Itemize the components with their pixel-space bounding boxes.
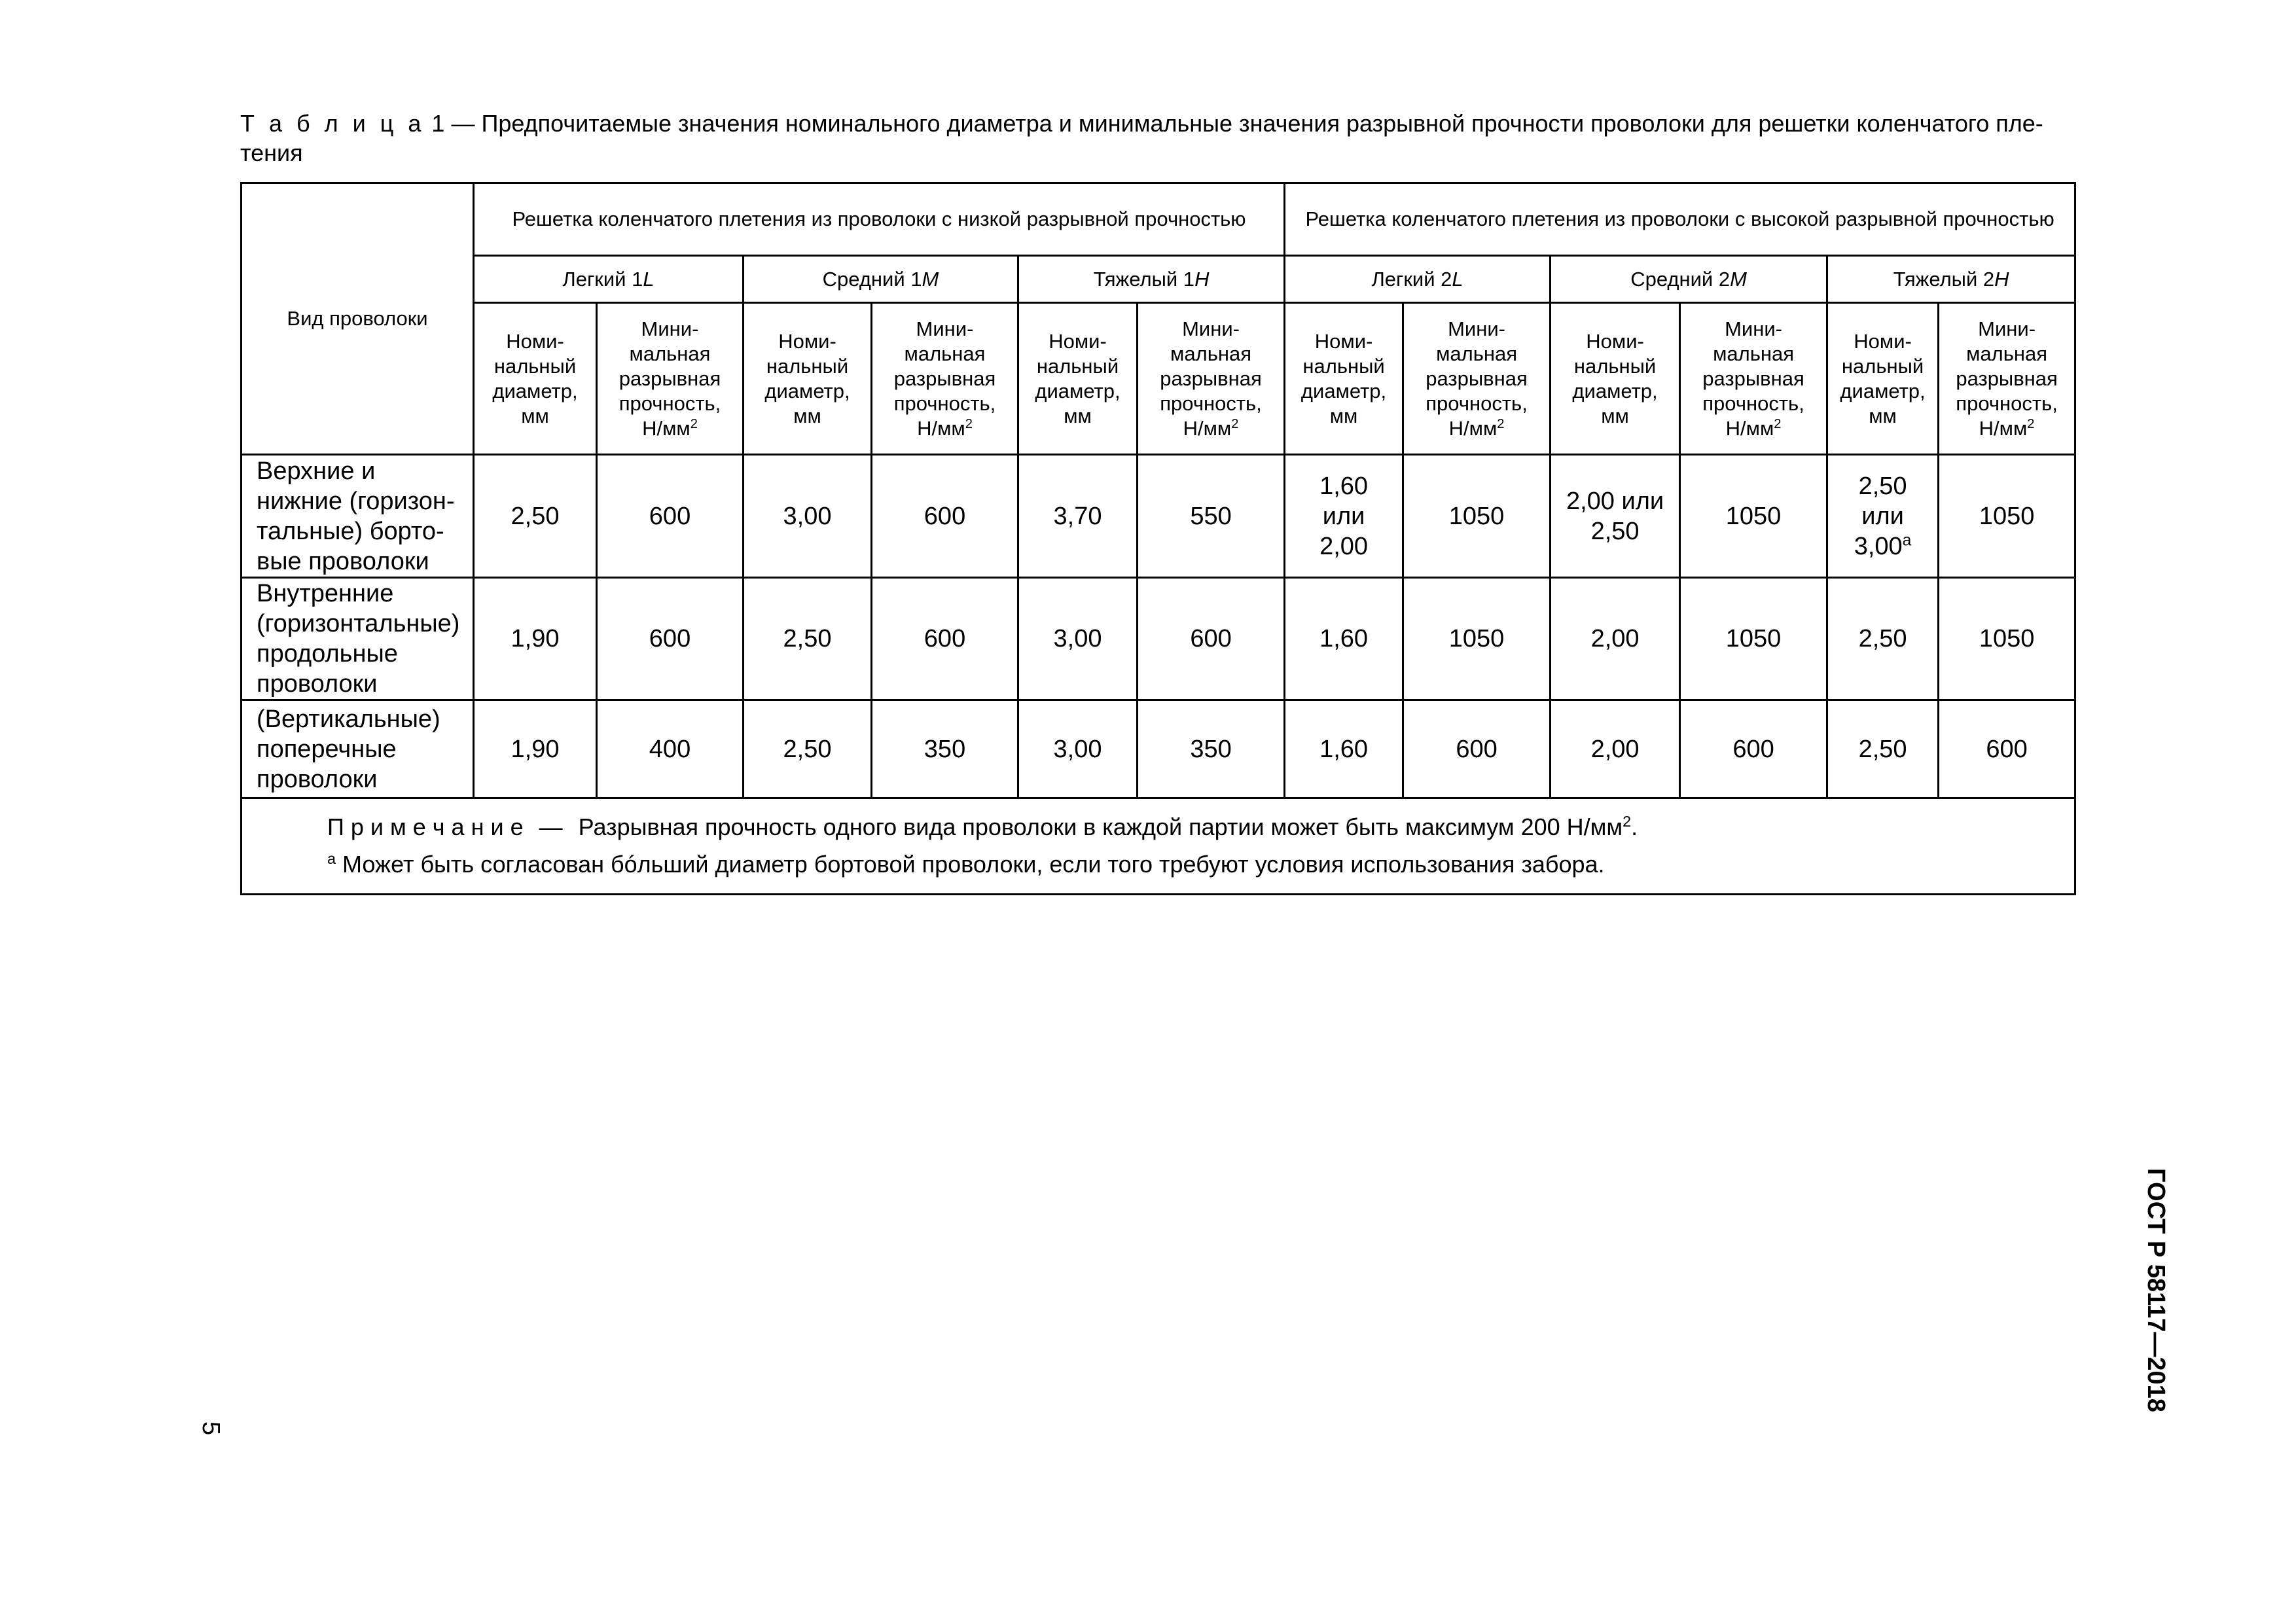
header-line: разрывная	[1426, 366, 1528, 390]
header-line: диаметр,	[1035, 379, 1121, 402]
footnote-reference: a	[1902, 531, 1912, 549]
footnote-text: Может быть согласован бóльший диаметр бортовой проволоки, если того требуют условия использования забора.	[342, 851, 1605, 878]
grade-name: Тяжелый 2	[1893, 267, 1995, 291]
header-line: разрывная	[619, 366, 721, 390]
wire-strength-table	[240, 182, 2076, 895]
cell-value: 600	[649, 625, 691, 652]
header-line: мм	[1329, 404, 1358, 427]
row-label-line: (горизонтальные)	[257, 610, 460, 637]
row-label-line: поперечные	[257, 735, 397, 763]
grade-name: Средний 1	[822, 267, 922, 291]
cell-nominal-diameter	[1827, 700, 1939, 798]
table-caption	[240, 109, 2070, 168]
header-line: Мини-	[1978, 317, 2036, 340]
header-line: прочность,	[1426, 391, 1528, 415]
cell-nominal-diameter	[474, 578, 597, 700]
cell-nominal-diameter	[474, 700, 597, 798]
cell-value: 400	[649, 735, 691, 763]
cell-min-strength	[597, 455, 744, 578]
page-number: 5	[197, 1421, 224, 1436]
cell-min-strength	[1138, 455, 1285, 578]
grade-code: H	[1194, 267, 1210, 291]
notes-cell	[242, 798, 2075, 895]
cell-min-strength	[872, 578, 1018, 700]
header-line: нальный	[1302, 354, 1385, 378]
header-line: мм	[521, 404, 549, 427]
header-line: нальный	[1573, 354, 1657, 378]
cell-value: 550	[1190, 502, 1232, 530]
header-line: Мини-	[1725, 317, 1782, 340]
header-line: Номи-	[778, 329, 836, 353]
table-notes	[242, 798, 2075, 895]
header-line: мальная	[904, 342, 986, 365]
cell-min-strength	[872, 455, 1018, 578]
row-label-line: вые проволоки	[257, 547, 429, 575]
row-label-line: (Вертикальные)	[257, 705, 440, 733]
note-end: .	[1631, 813, 1638, 840]
cell-value: 1050	[1448, 625, 1505, 652]
cell-min-strength	[1403, 455, 1551, 578]
grade-code: M	[922, 267, 939, 291]
header-line: диаметр,	[1572, 379, 1658, 402]
row-label-line: проволоки	[257, 765, 378, 793]
table-data	[242, 455, 2075, 798]
grade-code: M	[1730, 267, 1747, 291]
cell-value: 2,50	[1858, 625, 1907, 652]
column-header-min-strength	[1138, 303, 1285, 455]
table-row	[242, 578, 2075, 700]
table-row	[242, 455, 2075, 578]
header-line: прочность,	[619, 391, 721, 415]
cell-value: 2,50	[1590, 517, 1640, 545]
table-body	[242, 183, 2075, 455]
unit-exponent: 2	[690, 416, 698, 431]
header-line: диаметр,	[764, 379, 850, 402]
unit-exponent: 2	[1231, 416, 1239, 431]
note-unit-exponent: 2	[1623, 813, 1632, 830]
cell-value: 600	[924, 502, 966, 530]
cell-value: 1050	[1979, 502, 2035, 530]
cell-value: 1,60	[1319, 735, 1369, 763]
header-line: Номи-	[1854, 329, 1912, 353]
header-line: нальный	[493, 354, 577, 378]
header-line: Мини-	[1182, 317, 1240, 340]
cell-value: 1,90	[511, 625, 560, 652]
header-line: прочность,	[1702, 391, 1804, 415]
cell-value: 2,50	[1858, 735, 1907, 763]
cell-value: 3,00	[1854, 532, 1903, 560]
header-line: Н/мм	[1979, 416, 2028, 440]
header-line: мальная	[1713, 342, 1795, 365]
cell-value: 3,70	[1053, 502, 1102, 530]
footnote-mark: а	[327, 850, 336, 868]
column-header-min-strength	[1939, 303, 2075, 455]
cell-min-strength	[1939, 578, 2075, 700]
column-group-high-strength: Решетка коленчатого плетения из проволоки с высокой разрывной прочностью	[1285, 183, 2075, 256]
row-label-wire-type	[242, 700, 474, 798]
cell-nominal-diameter	[1827, 455, 1939, 578]
cell-nominal-diameter	[1551, 455, 1680, 578]
cell-value: 600	[1986, 735, 2028, 763]
cell-value: 2,00	[1590, 735, 1640, 763]
header-line: мальная	[1170, 342, 1251, 365]
cell-value: 2,50	[1858, 472, 1907, 500]
grade-name: Тяжелый 1	[1093, 267, 1195, 291]
cell-value: 1,90	[511, 735, 560, 763]
header-line: Н/мм	[1183, 416, 1232, 440]
unit-exponent: 2	[1497, 416, 1505, 431]
caption-number: 1 —	[431, 110, 475, 137]
cell-value: 350	[924, 735, 966, 763]
cell-min-strength	[597, 578, 744, 700]
cell-nominal-diameter	[1018, 578, 1138, 700]
header-line: мм	[1869, 404, 1897, 427]
header-line: мм	[793, 404, 821, 427]
header-line: диаметр,	[1300, 379, 1387, 402]
cell-value: 350	[1190, 735, 1232, 763]
cell-min-strength	[1680, 578, 1827, 700]
header-line: мм	[1601, 404, 1629, 427]
grade-code: H	[1994, 267, 2009, 291]
cell-value: 2,50	[783, 625, 832, 652]
column-header-nominal-diameter	[474, 303, 597, 455]
unit-exponent: 2	[965, 416, 973, 431]
header-line: диаметр,	[1840, 379, 1926, 402]
unit-exponent: 2	[2027, 416, 2035, 431]
cell-min-strength	[1680, 455, 1827, 578]
note-line	[327, 808, 2074, 846]
header-line: мм	[1064, 404, 1092, 427]
cell-value: 2,00	[1319, 532, 1369, 560]
header-line: разрывная	[1956, 366, 2058, 390]
cell-min-strength	[597, 700, 744, 798]
caption-text: Предпочитаемые значения номинального диаметра и минимальные значения разрывной прочности проволоки для решетки коленчатого пле-	[481, 110, 2043, 137]
cell-value: 1,60	[1319, 472, 1369, 500]
cell-nominal-diameter	[474, 455, 597, 578]
cell-nominal-diameter	[1551, 578, 1680, 700]
header-line: Номи-	[1314, 329, 1373, 353]
cell-value: 2,00	[1590, 625, 1640, 652]
cell-nominal-diameter	[1285, 700, 1403, 798]
cell-nominal-diameter	[744, 578, 872, 700]
header-row-grades	[242, 256, 2075, 303]
note-text: Разрывная прочность одного вида проволоки в каждой партии может быть максимум 200 Н/мм	[578, 813, 1623, 840]
row-label-wire-type	[242, 578, 474, 700]
row-label-line: тальные) борто-	[257, 517, 444, 545]
row-label-line: проволоки	[257, 670, 378, 698]
grade-header	[1285, 256, 1551, 303]
row-label-line: продольные	[257, 640, 398, 668]
cell-min-strength	[1403, 700, 1551, 798]
header-line: разрывная	[893, 366, 996, 390]
grade-header	[744, 256, 1018, 303]
row-label-line: нижние (горизон-	[257, 487, 455, 515]
header-line: Н/мм	[917, 416, 965, 440]
cell-value: 600	[1732, 735, 1774, 763]
cell-nominal-diameter	[1827, 578, 1939, 700]
grade-name: Легкий 2	[1371, 267, 1452, 291]
cell-value: 2,50	[783, 735, 832, 763]
cell-min-strength	[1680, 700, 1827, 798]
footnote-line	[327, 846, 2074, 883]
header-line: Н/мм	[1725, 416, 1774, 440]
note-label: П р и м е ч а н и е	[327, 813, 524, 840]
cell-min-strength	[1138, 578, 1285, 700]
header-row-units	[242, 303, 2075, 455]
grade-header	[1827, 256, 2075, 303]
cell-value: 600	[924, 625, 966, 652]
cell-value: 3,00	[1053, 625, 1102, 652]
cell-nominal-diameter	[744, 455, 872, 578]
unit-exponent: 2	[1774, 416, 1782, 431]
cell-nominal-diameter	[1285, 578, 1403, 700]
column-header-nominal-diameter	[1551, 303, 1680, 455]
cell-value: 1,60	[1319, 625, 1369, 652]
column-header-min-strength	[872, 303, 1018, 455]
cell-value: 600	[1190, 625, 1232, 652]
header-line: прочность,	[1160, 391, 1262, 415]
grade-code: L	[643, 267, 655, 291]
cell-nominal-diameter	[1018, 700, 1138, 798]
cell-value: 600	[1456, 735, 1498, 763]
column-header-wire-type: Вид проволоки	[242, 183, 474, 455]
header-line: разрывная	[1702, 366, 1804, 390]
header-line: Номи-	[1586, 329, 1644, 353]
column-header-min-strength	[1403, 303, 1551, 455]
cell-value: 600	[649, 502, 691, 530]
header-line: Номи-	[506, 329, 564, 353]
grade-code: L	[1452, 267, 1463, 291]
header-line: прочность,	[1956, 391, 2058, 415]
header-line: Н/мм	[642, 416, 691, 440]
column-header-min-strength	[597, 303, 744, 455]
column-header-nominal-diameter	[1827, 303, 1939, 455]
header-line: Номи-	[1049, 329, 1107, 353]
caption-text-continued: тения	[240, 139, 303, 166]
header-line: Н/мм	[1448, 416, 1498, 440]
header-line: мальная	[1966, 342, 2048, 365]
header-line: разрывная	[1160, 366, 1262, 390]
grade-name: Легкий 1	[562, 267, 643, 291]
cell-value: 2,50	[511, 502, 560, 530]
cell-min-strength	[872, 700, 1018, 798]
notes-row	[242, 798, 2075, 895]
grade-header	[474, 256, 744, 303]
cell-value: 1050	[1979, 625, 2035, 652]
header-row-groups	[242, 183, 2075, 256]
cell-nominal-diameter	[744, 700, 872, 798]
cell-value: 1050	[1448, 502, 1505, 530]
header-line: Мини-	[916, 317, 974, 340]
column-header-nominal-diameter	[1285, 303, 1403, 455]
cell-nominal-diameter	[1285, 455, 1403, 578]
cell-value: 3,00	[783, 502, 832, 530]
column-header-min-strength	[1680, 303, 1827, 455]
header-line: Мини-	[1448, 317, 1505, 340]
cell-value: 3,00	[1053, 735, 1102, 763]
header-line: диаметр,	[492, 379, 578, 402]
header-line: нальный	[1841, 354, 1924, 378]
grade-header	[1018, 256, 1285, 303]
header-line: нальный	[766, 354, 849, 378]
cell-value: 1050	[1725, 502, 1782, 530]
header-line: мальная	[629, 342, 711, 365]
cell-nominal-diameter	[1018, 455, 1138, 578]
column-group-low-strength: Решетка коленчатого плетения из проволоки с низкой разрывной прочностью	[474, 183, 1285, 256]
cell-min-strength	[1403, 578, 1551, 700]
row-label-wire-type	[242, 455, 474, 578]
document-reference: ГОСТ Р 58117—2018	[2142, 1168, 2170, 1412]
header-line: прочность,	[893, 391, 996, 415]
grade-name: Средний 2	[1630, 267, 1731, 291]
column-header-nominal-diameter	[1018, 303, 1138, 455]
header-line: мальная	[1436, 342, 1518, 365]
cell-value: 2,00 или	[1566, 487, 1664, 515]
cell-value: или	[1861, 502, 1904, 530]
cell-min-strength	[1939, 455, 2075, 578]
cell-min-strength	[1138, 700, 1285, 798]
row-label-line: Верхние и	[257, 457, 376, 485]
note-dash: —	[539, 813, 563, 840]
grade-header	[1551, 256, 1827, 303]
table-row	[242, 700, 2075, 798]
header-line: Мини-	[641, 317, 699, 340]
cell-value: или	[1322, 502, 1365, 530]
column-header-nominal-diameter	[744, 303, 872, 455]
cell-value: 1050	[1725, 625, 1782, 652]
cell-min-strength	[1939, 700, 2075, 798]
caption-label: Т а б л и ц а	[240, 110, 425, 137]
row-label-line: Внутренние	[257, 580, 394, 607]
header-line: нальный	[1036, 354, 1119, 378]
cell-nominal-diameter	[1551, 700, 1680, 798]
